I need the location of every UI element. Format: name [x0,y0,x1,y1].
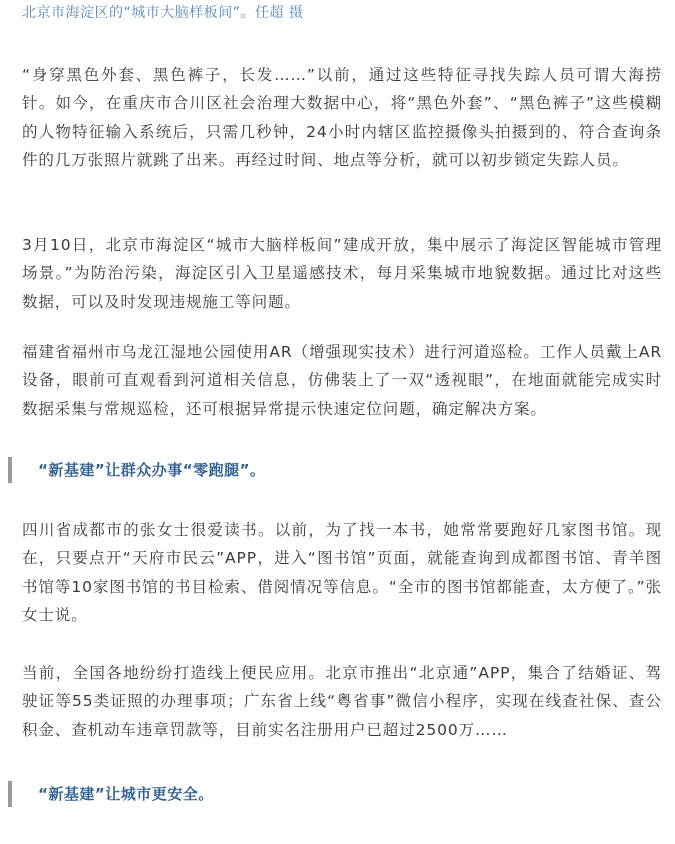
section-heading-text: “新基建”让城市更安全。 [38,785,214,803]
photo-caption: 北京市海淀区的“城市大脑样板间”。任超 摄 [22,5,304,21]
paragraph-online-services: 当前，全国各地纷纷打造线上便民应用。北京市推出“北京通”APP，集合了结婚证、驾驶证等55类证照的办理事项；广东省上线“粤省事”微信小程序，实现在线查社保、查公积金、查机动车违章罚款等，目前实名注册用户已超过2500万…… [22,664,662,739]
paragraph-fuzhou-ar: 福建省福州市乌龙江湿地公园使用AR（增强现实技术）进行河道巡检。工作人员戴上AR设备，眼前可直观看到河道相关信息，仿佛装上了一双“透视眼”，在地面就能完成实时数据采集与常规巡检，还可根据异常提示快速定位问题，确定解决方案。 [22,343,662,418]
section-heading-zero-trips [8,457,648,483]
section-heading-text: “新基建”让群众办事“零跑腿”。 [38,461,266,479]
paragraph-haidian-city-brain: 3月10日，北京市海淀区“城市大脑样板间”建成开放，集中展示了海淀区智能城市管理场景。”为防治污染，海淀区引入卫星遥感技术，每月采集城市地貌数据。通过比对这些数据，可以及时发现违规施工等问题。 [22,236,662,311]
paragraph-missing-persons: “身穿黑色外套、黑色裤子，长发……”以前，通过这些特征寻找失踪人员可谓大海捞针。如今，在重庆市合川区社会治理大数据中心，将“黑色外套”、“黑色裤子”这些模糊的人物特征输入系统后，只需几秒钟，24小时内辖区监控摄像头拍摄到的、符合查询条件的几万张照片就跳了出来。再经过时间、地点等分析，就可以初步锁定失踪人员。 [22,66,662,170]
section-heading-city-safety [8,781,648,807]
paragraph-chengdu-library: 四川省成都市的张女士很爱读书。以前，为了找一本书，她常常要跑好几家图书馆。现在，只要点开“天府市民云”APP，进入“图书馆”页面，就能查询到成都图书馆、青羊图书馆等10家图书馆的书目检索、借阅情况等信息。“全市的图书馆都能查，太方便了。”张女士说。 [22,521,662,625]
